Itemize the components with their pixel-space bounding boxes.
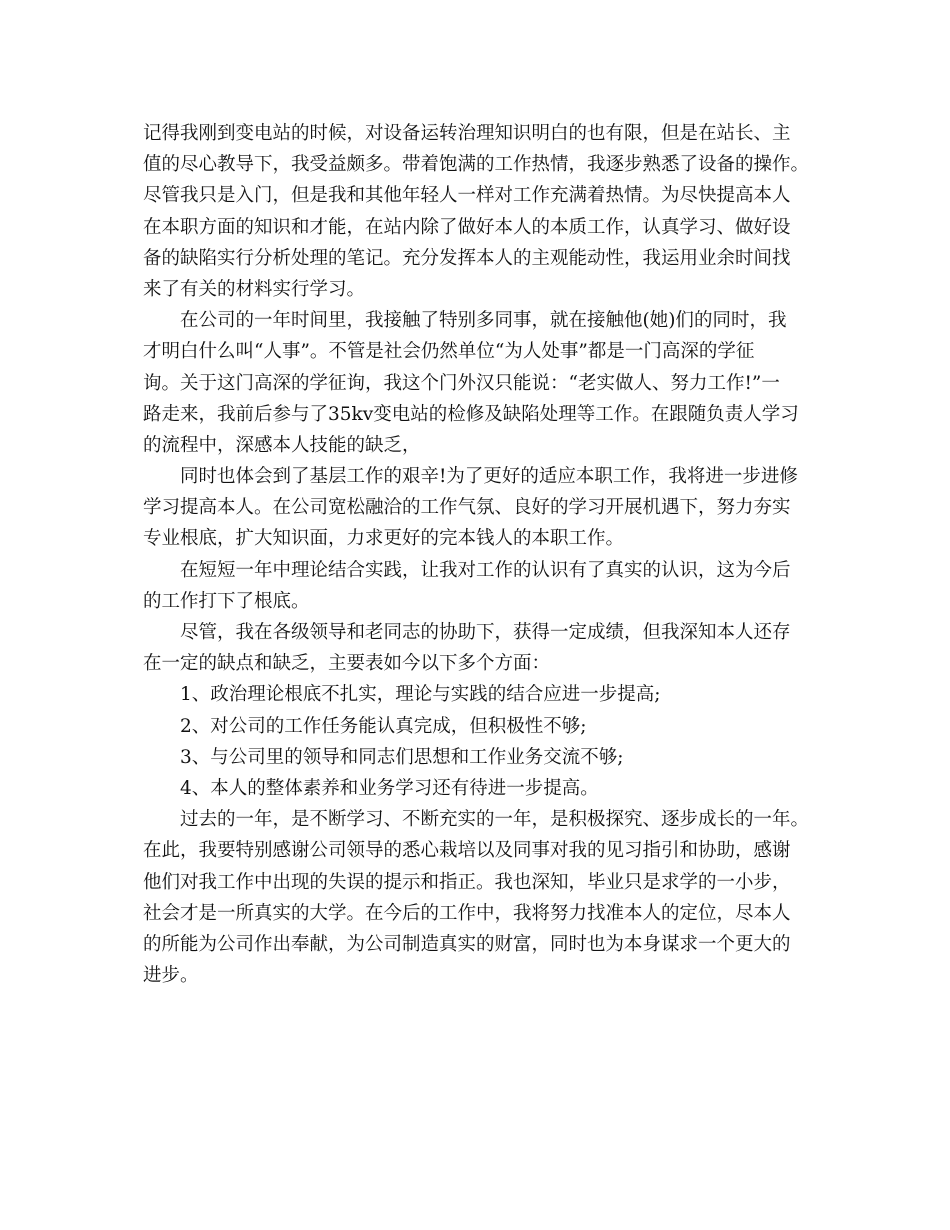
text-line: 进步。	[143, 965, 199, 987]
text-line: 在本职方面的知识和才能，在站内除了做好本人的本质工作，认真学习、做好设	[143, 216, 791, 238]
text-line: 过去的一年，是不断学习、不断充实的一年，是积极探究、逐步成长的一年。	[180, 809, 810, 831]
text-line: 社会才是一所真实的大学。在今后的工作中，我将努力找准本人的定位，尽本人	[143, 902, 791, 924]
text-line: 询。关于这门高深的学征询，我这个门外汉只能说：“老实做人、努力工作!”一	[143, 372, 780, 394]
text-line: 尽管，我在各级领导和老同志的协助下，获得一定成绩，但我深知本人还存	[180, 622, 791, 643]
text-line: 的流程中，深感本人技能的缺乏，	[143, 434, 421, 456]
text-line: 来了有关的材料实行学习。	[143, 278, 366, 300]
text-line: 1、政治理论根底不扎实，理论与实践的结合应进一步提高;	[180, 684, 661, 706]
text-line: 在一定的缺点和缺乏，主要表如今以下多个方面：	[143, 653, 551, 675]
text-line: 同时也体会到了基层工作的艰辛!为了更好的适应本职工作，我将进一步进修	[180, 466, 798, 488]
document-body	[143, 118, 815, 991]
text-line: 的工作打下了根底。	[143, 590, 310, 612]
text-line: 值的尽心教导下，我受益颇多。带着饱满的工作热情，我逐步熟悉了设备的操作。	[143, 154, 810, 176]
text-line: 4、本人的整体素养和业务学习还有待进一步提高。	[180, 777, 599, 799]
text-line: 路走来，我前后参与了35kv变电站的检修及缺陷处理等工作。在跟随负责人学习	[143, 403, 799, 425]
text-line: 3、与公司里的领导和同志们思想和工作业务交流不够;	[180, 746, 624, 768]
text-line: 尽管我只是入门，但是我和其他年轻人一样对工作充满着热情。为尽快提高本人	[143, 185, 791, 207]
text-line: 的所能为公司作出奉献，为公司制造真实的财富，同时也为本身谋求一个更大的	[143, 933, 791, 955]
text-line: 专业根底，扩大知识面，力求更好的完本钱人的本职工作。	[143, 528, 625, 550]
text-line: 2、对公司的工作任务能认真完成，但积极性不够;	[180, 715, 587, 737]
text-line: 才明白什么叫“人事”。不管是社会仍然单位“为人处事”都是一门高深的学征	[143, 341, 755, 363]
text-line: 在此，我要特别感谢公司领导的悉心栽培以及同事对我的见习指引和协助，感谢	[143, 840, 791, 862]
text-line: 他们对我工作中出现的失误的提示和指正。我也深知，毕业只是求学的一小步，	[143, 871, 791, 893]
text-line: 备的缺陷实行分析处理的笔记。充分发挥本人的主观能动性，我运用业余时间找	[143, 247, 791, 269]
text-line: 在短短一年中理论结合实践，让我对工作的认识有了真实的认识，这为今后	[180, 559, 791, 581]
text-line: 在公司的一年时间里，我接触了特别多同事，就在接触他(她)们的同时，我	[180, 310, 787, 332]
text-line: 学习提高本人。在公司宽松融洽的工作气氛、良好的学习开展机遇下，努力夯实	[143, 497, 791, 519]
text-line: 记得我刚到变电站的时候，对设备运转治理知识明白的也有限，但是在站长、主	[143, 123, 791, 144]
